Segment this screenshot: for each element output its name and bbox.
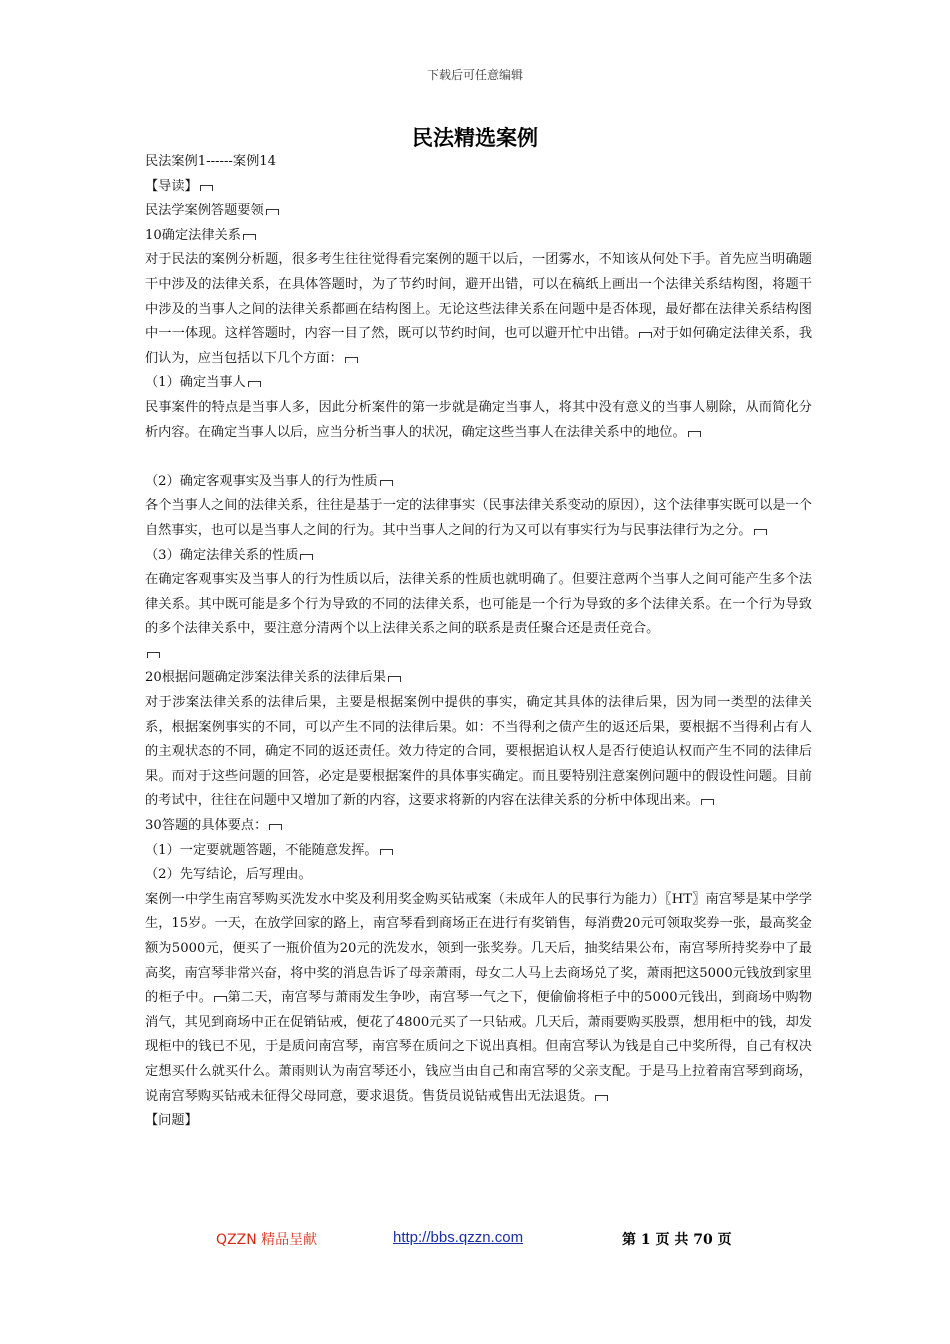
paragraph-mark-icon [147, 652, 160, 658]
paragraph [145, 396, 812, 445]
page-number: 第 1 页 共 70 页 [622, 1232, 732, 1248]
section-heading [145, 666, 812, 691]
paragraph-text: 在确定客观事实及当事人的行为性质以后，法律关系的性质也就明确了。但要注意两个当事人之间可能产生多个法律关系。其中既可能是多个行为导致的不同的法律关系，也可能是一个行为导致的多个法律关系。在一个行为导致的多个法律关系中，要注意分清两个以上法律关系之间的联系是责任聚合还是责任竞合。 [145, 572, 812, 637]
paragraph-mark-icon [269, 824, 282, 830]
paragraph-mark-icon [300, 554, 313, 560]
blank-line [145, 445, 812, 470]
paragraph [145, 691, 812, 814]
subheading [145, 544, 812, 569]
paragraph-mark-icon [345, 357, 358, 363]
section-heading [145, 224, 812, 249]
line-text: 【问题】 [145, 1113, 198, 1129]
body-line [145, 199, 812, 224]
paragraph-text: 对于民法的案例分析题，很多考生往往觉得看完案例的题干以后，一团雾水，不知该从何处下手。首先应当明确题干中涉及的法律关系，在具体答题时，为了节约时间，避开出错，可以在稿纸上画出一个法律关系结构图，将题干中涉及的当事人之间的法律关系都画在结构图上。无论这些法律关系在问题中是否体现，最好都在法律关系结构图中一一体现。这样答题时，内容一目了然，既可以节约时间，也可以避开忙中出错。 [145, 252, 812, 342]
list-item [145, 839, 812, 864]
paragraph-mark-icon [266, 209, 279, 215]
footer-link[interactable]: http://bbs.qzzn.com [393, 1229, 524, 1246]
paragraph-text: 民事案件的特点是当事人多，因此分析案件的第一步就是确定当事人，将其中没有意义的当事人剔除，从而简化分析内容。在确定当事人以后，应当分析当事人的状况，确定这些当事人在法律关系中的地位。 [145, 399, 812, 440]
paragraph [145, 888, 812, 1109]
line-text: 20根据问题确定涉案法律关系的法律后果 [145, 670, 386, 686]
body-line [145, 1109, 812, 1134]
document-body [145, 150, 812, 1134]
line-text: （1）一定要就题答题，不能随意发挥。 [145, 842, 378, 858]
line-text: 民法学案例答题要领 [145, 203, 264, 219]
paragraph-mark-icon [595, 1095, 608, 1101]
footer-brand: QZZN 精品呈献 [216, 1232, 318, 1248]
paragraph-mark-icon [639, 332, 652, 338]
line-text: （3）确定法律关系的性质 [145, 547, 299, 563]
paragraph-mark-icon [200, 185, 213, 191]
paragraph-text: 第二天，南宫琴与萧雨发生争吵，南宫琴一气之下，便偷偷将柜子中的5000元钱出，到商场中购物消气，其见到商场中正在促销钻戒，便花了4800元买了一只钻戒。几天后，萧雨要购买股票，想用柜中的钱，却发现柜中的钱已不见，于是质问南宫琴，南宫琴在质问之下说出真相。但南宫琴认为钱是自己中奖所得，自己有权决定想买什么就买什么。萧雨则认为南宫琴还小，钱应当由自己和南宫琴的父亲支配。于是马上拉着南宫琴到商场，说南宫琴购买钻戒未征得父母同意，要求退货。售货员说钻戒售出无法退货。 [145, 990, 813, 1104]
paragraph [145, 568, 812, 642]
paragraph-mark-icon [380, 849, 393, 855]
paragraph-mark-icon [754, 529, 767, 535]
subheading [145, 371, 812, 396]
paragraph-mark-icon [243, 234, 256, 240]
body-line [145, 642, 812, 667]
body-line [145, 150, 812, 175]
line-text: 【导读】 [145, 178, 198, 194]
paragraph [145, 248, 812, 371]
page-footer [0, 1229, 950, 1253]
body-line [145, 175, 812, 200]
line-text: 30答题的具体要点： [145, 818, 268, 834]
paragraph [145, 494, 812, 543]
paragraph-text: 各个当事人之间的法律关系，往往是基于一定的法律事实（民事法律关系变动的原因），这个法律事实既可以是一个自然事实，也可以是当事人之间的行为。其中当事人之间的行为又可以有事实行为与民事法律行为之分。 [145, 498, 812, 538]
subheading [145, 470, 812, 495]
paragraph-text: 案例一中学生南宫琴购买洗发水中奖及利用奖金购买钻戒案（未成年人的民事行为能力）〖HT〗南宫琴是某中学学生，15岁。一天，在放学回家的路上，南宫琴看到商场正在进行有奖销售，每消费20元可领取奖券一张，最高奖金额为5000元，便买了一瓶价值为20元的洗发水，领到一张奖券。几天后，抽奖结果公布，南宫琴所持奖券中了最高奖，南宫琴非常兴奋，将中奖的消息告诉了母亲萧雨，母女二人马上去商场兑了奖，萧雨把这5000元钱放到家里的柜子中。 [145, 891, 812, 1006]
paragraph-mark-icon [380, 480, 393, 486]
paragraph-mark-icon [388, 676, 401, 682]
list-item [145, 863, 812, 888]
paragraph-mark-icon [701, 799, 714, 805]
line-text: 10确定法律关系 [145, 227, 241, 243]
line-text: （2）确定客观事实及当事人的行为性质 [145, 473, 378, 489]
paragraph-text: 对于如何确定法律关系，我们认为，应当包括以下几个方面： [145, 326, 813, 366]
header-note: 下载后可任意编辑 [426, 68, 523, 82]
line-text: （2）先写结论，后写理由。 [145, 867, 312, 883]
paragraph-mark-icon [214, 996, 227, 1002]
paragraph-mark-icon [688, 431, 701, 437]
document-title: 民法精选案例 [412, 125, 538, 150]
section-heading [145, 814, 812, 839]
line-text: 民法案例1------案例14 [145, 154, 277, 169]
paragraph-mark-icon [248, 381, 261, 387]
paragraph-text: 对于涉案法律关系的法律后果，主要是根据案例中提供的事实，确定其具体的法律后果，因为同一类型的法律关系，根据案例事实的不同，可以产生不同的法律后果。如：不当得利之债产生的返还后果，要根据不当得利占有人的主观状态的不同，确定不同的返还责任。效力待定的合同，要根据追认权人是否行使追认权而产生不同的法律后果。而对于这些问题的回答，必定是要根据案件的具体事实确定。而且要特别注意案例问题中的假设性问题。目前的考试中，往往在问题中又增加了新的内容，这要求将新的内容在法律关系的分析中体现出来。 [145, 695, 812, 809]
line-text: （1）确定当事人 [145, 375, 246, 391]
